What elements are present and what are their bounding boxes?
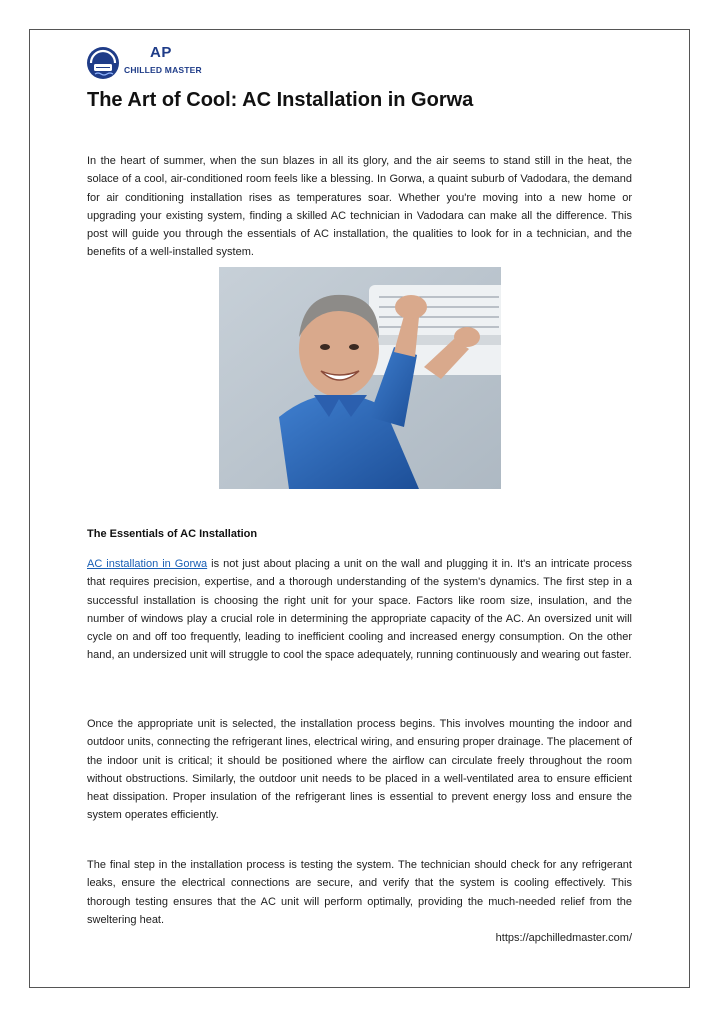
article-title: The Art of Cool: AC Installation in Gorwa bbox=[87, 89, 474, 111]
technician-installing-ac-photo bbox=[219, 267, 501, 489]
logo-emblem-icon bbox=[86, 46, 120, 80]
essentials-paragraph-text: is not just about placing a unit on the wall and plugging it in. It's an intricate process that requires precision, expertise, and a thorough understanding of the system's dynamics. The first step in a successful installation is choosing the right unit for your space. Factors like room size, insulation, and the number of windows play a crucial role in determining the appropriate capacity of the AC. An oversized unit will cycle on and off too frequently, leading to inefficient cooling and increased energy consumption. On the other hand, an undersized unit will struggle to cool the space adequately, running continuously and wearing out faster. bbox=[87, 558, 632, 662]
testing-paragraph: The final step in the installation process is testing the system. The technician should check for any refrigerant leaks, ensure the electrical connections are secure, and verify that the system is cooling effectively. This thorough testing ensures that the AC unit will perform optimally, providing the much-needed relief from the sweltering heat. bbox=[87, 859, 632, 926]
footer-url[interactable]: https://apchilledmaster.com/ bbox=[495, 932, 632, 944]
brand-logo[interactable] bbox=[86, 46, 216, 82]
ac-installation-gorwa-link[interactable]: AC installation in Gorwa bbox=[87, 558, 208, 570]
intro-paragraph: In the heart of summer, when the sun blazes in all its glory, and the air seems to stand still in the heat, the solace of a cool, air-conditioned room feels like a blessing. In Gorwa, a quaint suburb of Vadodara, the demand for air conditioning installation rises as temperatures soar. Whether you're moving into a new home or upgrading your existing system, finding a skilled AC technician in Vadodara can make all the difference. This post will guide you through the essentials of AC installation, the qualities to look for in a technician, and the benefits of a well-installed system. bbox=[87, 155, 632, 259]
section-heading: The Essentials of AC Installation bbox=[87, 528, 258, 540]
installation-process-paragraph: Once the appropriate unit is selected, the installation process begins. This involves mounting the indoor and outdoor units, connecting the refrigerant lines, electrical wiring, and ensuring proper drainage. The placement of the indoor unit is critical; it should be positioned where the airflow can circulate freely throughout the room without obstructions. Similarly, the outdoor unit needs to be placed in a well-ventilated area to ensure efficient heat dissipation. Proper insulation of the refrigerant lines is essential to prevent energy loss and ensure the system operates efficiently. bbox=[87, 718, 632, 822]
logo-name-text: CHILLED MASTER bbox=[124, 65, 202, 75]
essentials-paragraph bbox=[87, 555, 632, 665]
logo-ap-text: AP bbox=[150, 44, 172, 61]
